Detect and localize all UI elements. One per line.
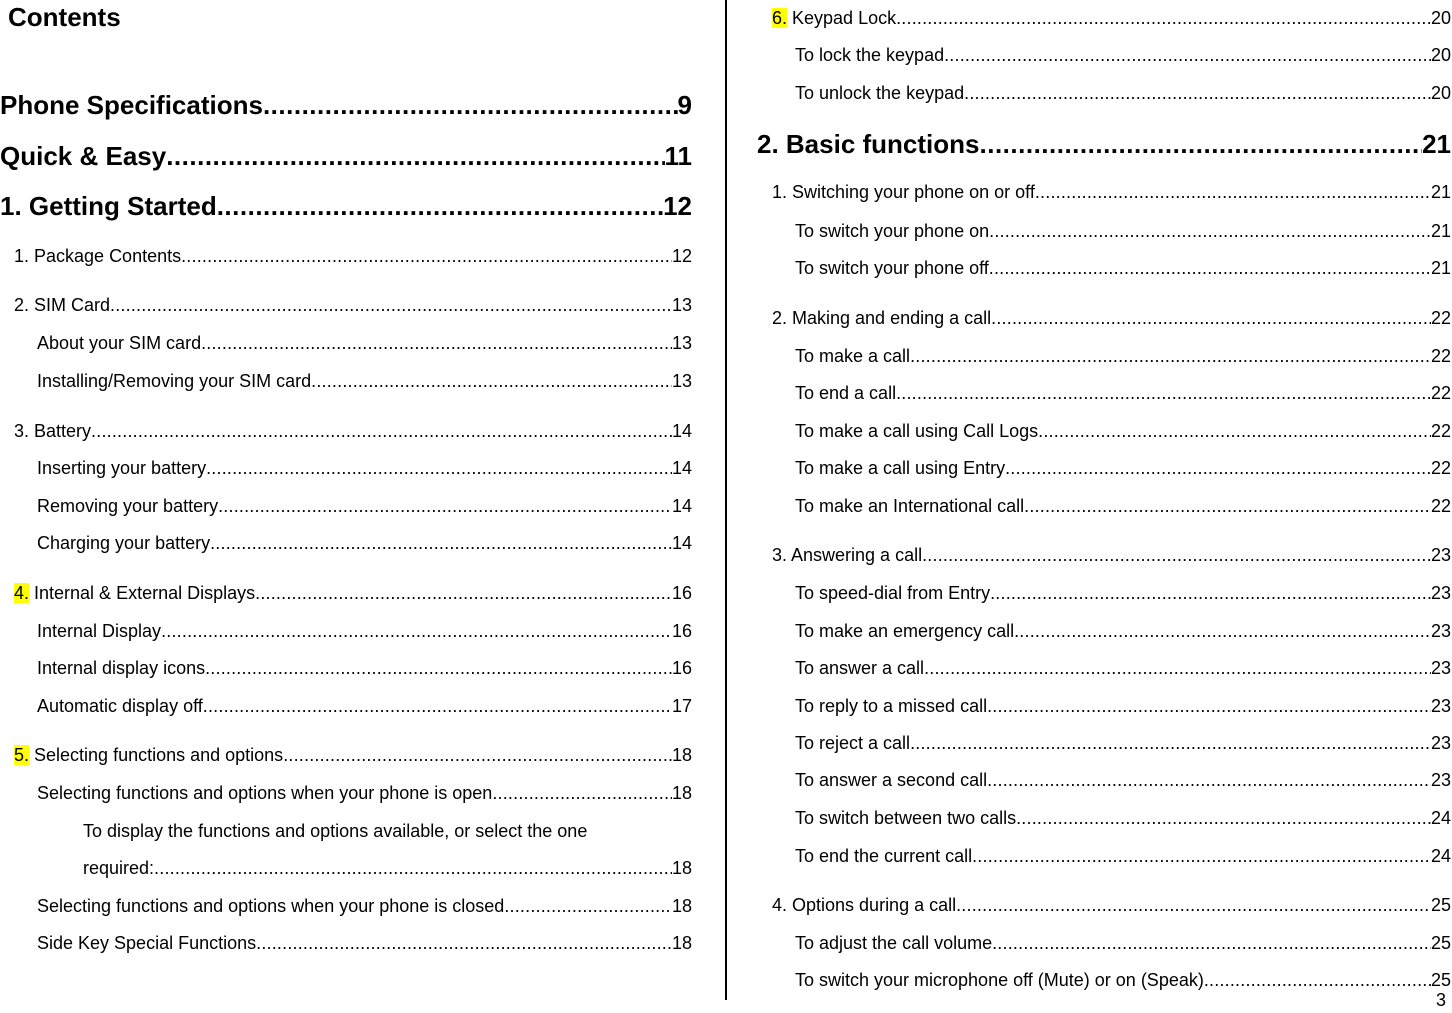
toc-entry[interactable] [37,455,692,481]
toc-label: 3. Battery [14,421,92,441]
toc-label: To switch your phone on [795,221,990,241]
toc-entry[interactable] [795,218,1451,244]
toc-label: 1. Getting Started [0,191,217,221]
toc-label: Selecting functions and options when your phone is open [37,783,493,803]
toc-page: 18 [671,858,692,878]
page-title: Contents [8,2,121,32]
toc-entry[interactable] [795,730,1451,756]
toc-page: 9 [677,90,692,120]
toc-label: required: [83,858,155,878]
toc-label: 3. Answering a call [772,545,923,565]
toc-entry[interactable] [37,530,692,556]
toc-page: 14 [671,458,692,478]
toc-label: 6. Keypad Lock [772,8,897,28]
toc-entry[interactable] [795,693,1451,719]
toc-label: Charging your battery [37,533,211,553]
toc-label: About your SIM card [37,333,202,353]
toc-label: 2. Basic functions [757,129,980,159]
toc-label: Installing/Removing your SIM card [37,371,312,391]
toc-entry[interactable] [772,179,1451,205]
toc-page: 16 [671,658,692,678]
toc-page: 23 [1430,770,1451,790]
toc-page: 23 [1430,545,1451,565]
toc-entry[interactable] [772,305,1451,331]
toc-label: To adjust the call volume [795,933,993,953]
toc-page: 25 [1430,895,1451,915]
toc-label: To end the current call [795,846,973,866]
toc-page: 16 [671,583,692,603]
toc-entry[interactable] [37,930,692,956]
toc-entry[interactable] [795,805,1451,831]
toc-page: 12 [671,246,692,266]
toc-entry[interactable] [795,455,1451,481]
toc-entry[interactable] [37,693,692,719]
toc-page: 13 [671,371,692,391]
toc-page: 14 [671,496,692,516]
toc-label: 2. SIM Card [14,295,111,315]
toc-label-line1: To display the functions and options available, or select the one [83,821,588,841]
toc-entry[interactable] [795,343,1451,369]
toc-page: 20 [1430,83,1451,103]
toc-page: 23 [1430,733,1451,753]
toc-label: To lock the keypad [795,45,945,65]
toc-page: 12 [663,191,692,221]
toc-page: 22 [1430,458,1451,478]
toc-label: 1. Package Contents [14,246,182,266]
toc-entry[interactable] [795,930,1451,956]
toc-label: To unlock the keypad [795,83,965,103]
toc-label: Internal Display [37,621,162,641]
toc-page: 14 [671,421,692,441]
toc-entry[interactable] [795,843,1451,869]
toc-page: 23 [1430,696,1451,716]
toc-entry[interactable] [37,655,692,681]
toc-page: 18 [671,933,692,953]
toc-entry[interactable] [795,493,1451,519]
toc-page: 17 [671,696,692,716]
toc-entry[interactable] [795,767,1451,793]
toc-page: 21 [1430,182,1451,202]
toc-page: 22 [1430,346,1451,366]
toc-label: To switch your microphone off (Mute) or on (Speak) [795,970,1204,990]
toc-page: 11 [664,141,692,171]
toc-label: Internal display icons [37,658,206,678]
toc-page: 18 [671,896,692,916]
toc-label: Side Key Special Functions [37,933,257,953]
toc-page: 20 [1430,8,1451,28]
toc-page: 18 [671,745,692,765]
toc-label: To answer a call [795,658,925,678]
toc-chapter-getting-started[interactable] [0,187,692,225]
toc-label: 4. Options during a call [772,895,957,915]
toc-entry[interactable] [795,655,1451,681]
toc-entry[interactable] [37,368,692,394]
toc-page: 23 [1430,583,1451,603]
toc-page: 25 [1430,970,1451,990]
toc-label: Quick & Easy [0,141,167,171]
highlighted-number: 6. [772,8,788,28]
toc-label: To end a call [795,383,897,403]
toc-page: 22 [1430,383,1451,403]
toc-entry[interactable] [37,493,692,519]
toc-label: Selecting functions and options when your phone is closed [37,896,505,916]
toc-page: 24 [1430,808,1451,828]
toc-label: To answer a second call [795,770,988,790]
toc-label: 2. Making and ending a call [772,308,992,328]
toc-page: 14 [671,533,692,553]
toc-chapter-basic-functions[interactable] [757,125,1451,163]
toc-entry[interactable] [772,892,1451,918]
column-divider [725,0,727,1000]
toc-entry[interactable] [795,380,1451,406]
toc-page: 16 [671,621,692,641]
toc-entry[interactable] [795,42,1451,68]
toc-label: To make a call using Entry [795,458,1006,478]
toc-page: 25 [1430,933,1451,953]
toc-label: Automatic display off [37,696,203,716]
toc-entry[interactable] [14,580,692,606]
toc-label: To make a call using Call Logs [795,421,1039,441]
toc-entry[interactable] [37,780,692,806]
toc-entry[interactable] [772,5,1451,31]
toc-page: 22 [1430,308,1451,328]
toc-page: 20 [1430,45,1451,65]
toc-entry[interactable] [83,855,692,881]
toc-entry[interactable] [14,418,692,444]
toc-entry[interactable] [14,742,692,768]
toc-label: To reply to a missed call [795,696,988,716]
toc-entry[interactable] [795,255,1451,281]
toc-entry[interactable] [795,418,1451,444]
toc-label: To reject a call [795,733,911,753]
toc-label: 5. Selecting functions and options [14,745,284,765]
toc-entry[interactable] [795,967,1451,993]
toc-page: 21 [1430,258,1451,278]
toc-page: 23 [1430,621,1451,641]
toc-page: 21 [1430,221,1451,241]
toc-entry[interactable] [14,243,692,269]
toc-entry[interactable] [795,80,1451,106]
toc-label: 1. Switching your phone on or off [772,182,1035,202]
highlighted-number: 5. [14,745,30,765]
toc-label: Inserting your battery [37,458,207,478]
toc-label: To switch between two calls [795,808,1017,828]
toc-entry[interactable] [772,542,1451,568]
toc-entry[interactable] [14,292,692,318]
toc-entry[interactable] [37,893,692,919]
toc-label: To make an International call [795,496,1025,516]
toc-label: To make a call [795,346,911,366]
highlighted-number: 4. [14,583,30,603]
toc-label: To make an emergency call [795,621,1015,641]
toc-label: Removing your battery [37,496,219,516]
toc-page: 21 [1422,129,1451,159]
toc-entry[interactable] [795,618,1451,644]
toc-label: 4. Internal & External Displays [14,583,256,603]
toc-chapter-phone-specifications[interactable] [0,86,692,124]
toc-entry[interactable] [37,330,692,356]
toc-page: 24 [1430,846,1451,866]
toc-page: 22 [1430,496,1451,516]
toc-entry[interactable] [37,618,692,644]
toc-page: 22 [1430,421,1451,441]
toc-page: 13 [671,333,692,353]
toc-label: To switch your phone off [795,258,989,278]
toc-label: To speed-dial from Entry [795,583,991,603]
toc-label: Phone Specifications [0,90,263,120]
toc-page: 23 [1430,658,1451,678]
toc-entry[interactable] [795,580,1451,606]
toc-chapter-quick-easy[interactable] [0,137,692,175]
page-number: 3 [1435,990,1446,1010]
toc-page: 18 [671,783,692,803]
toc-page: 13 [671,295,692,315]
